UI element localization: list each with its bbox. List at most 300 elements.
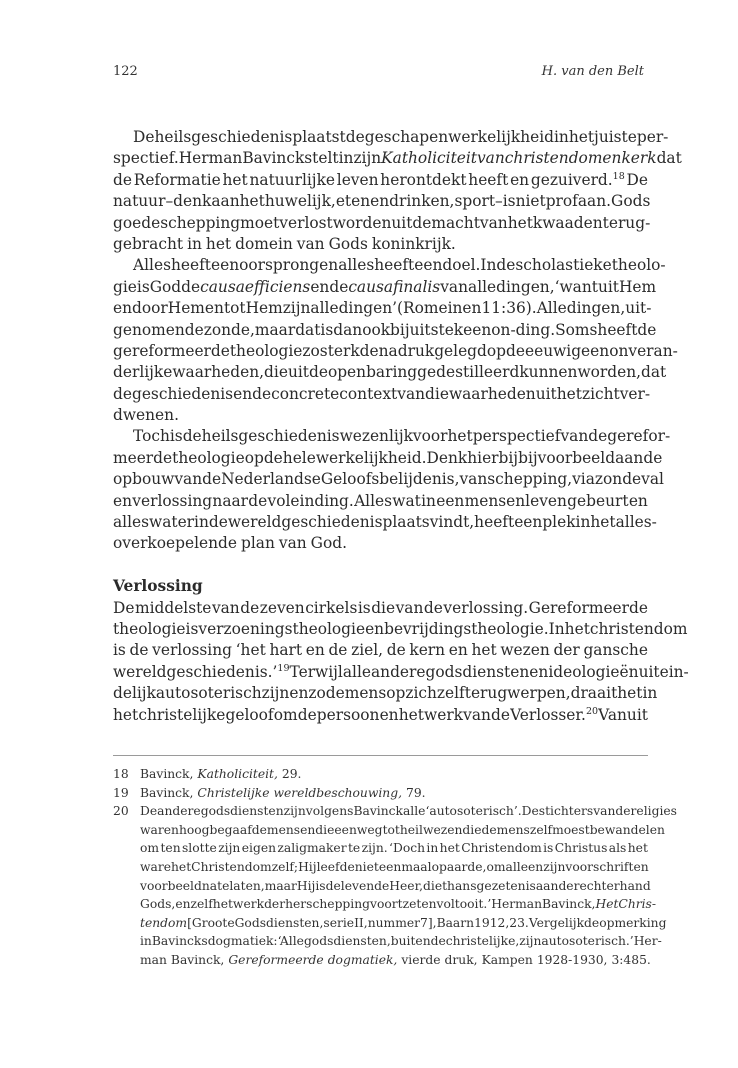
- word: schepping,: [487, 470, 573, 489]
- word: die: [371, 598, 396, 617]
- footnote-number: [113, 821, 140, 840]
- word: aan: [211, 192, 240, 211]
- word: wat: [392, 491, 421, 510]
- word: Hij: [296, 878, 316, 893]
- word: de: [113, 170, 132, 189]
- footnote-line: [113, 877, 651, 896]
- footnote-number: [113, 839, 140, 858]
- word: van: [560, 427, 589, 446]
- word: de: [182, 427, 202, 446]
- word: het: [171, 859, 192, 874]
- word: natuur: [113, 192, 166, 211]
- word: alleen: [505, 859, 544, 874]
- text-line: [113, 384, 651, 405]
- word: de: [240, 598, 260, 617]
- word: na: [201, 878, 218, 893]
- word: de: [263, 448, 283, 467]
- word: zelf: [190, 897, 213, 912]
- word: ideologieën: [548, 662, 639, 681]
- word: die: [462, 822, 482, 837]
- word: een: [463, 320, 492, 339]
- word: perspectief: [472, 427, 561, 446]
- word: De: [133, 128, 155, 146]
- word: de: [308, 363, 328, 382]
- word: Heer,: [389, 878, 424, 893]
- word: te: [217, 878, 230, 893]
- word: gezeten: [476, 878, 526, 893]
- word: oorsprong: [239, 256, 320, 275]
- word: op: [486, 341, 507, 360]
- footnote-19: [113, 784, 648, 803]
- word: zaligmaker: [277, 841, 347, 856]
- word: juiste: [594, 128, 637, 146]
- word: in: [140, 934, 152, 949]
- word: Vergelijk: [528, 915, 585, 930]
- word: meerde: [113, 448, 173, 467]
- word: goede: [113, 213, 161, 232]
- word: Verlosser.$^{20}$: [510, 705, 599, 724]
- word: slotte: [182, 841, 217, 856]
- word: Her-: [633, 934, 662, 949]
- word: Verlossing: [113, 577, 203, 596]
- text-line: [113, 491, 648, 512]
- word: theologie: [229, 341, 303, 360]
- word: opbouw: [113, 470, 175, 489]
- word: op: [244, 448, 264, 467]
- word: alle: [342, 662, 371, 681]
- word: verzoeningstheologie: [198, 619, 366, 638]
- word: Bavinck,: [140, 767, 194, 781]
- text-line: [113, 170, 648, 191]
- word: is: [185, 619, 199, 638]
- word: herschepping: [285, 897, 371, 912]
- word: (Romeinen: [397, 299, 482, 318]
- word: laten,: [229, 878, 265, 893]
- text-line: [113, 640, 648, 661]
- word: van: [459, 470, 488, 489]
- word: niet: [515, 192, 546, 211]
- word: er: [177, 513, 195, 532]
- word: is: [320, 320, 334, 339]
- word: voorbeeld: [140, 878, 202, 893]
- word: het: [471, 641, 497, 660]
- word: cirkels: [305, 598, 358, 617]
- word: de: [113, 384, 132, 403]
- word: christelijke,: [445, 934, 520, 949]
- word: de: [202, 470, 222, 489]
- word: opmerking: [599, 915, 667, 930]
- word: zichzelf: [405, 684, 465, 703]
- word: in: [187, 234, 202, 253]
- word: onveran-: [609, 341, 678, 360]
- word: christendom: [504, 149, 603, 168]
- word: het: [239, 192, 265, 211]
- word: macht: [431, 213, 480, 232]
- word: dat: [641, 363, 667, 382]
- word: de: [615, 804, 631, 819]
- word: voortzet: [370, 897, 422, 912]
- word: en: [233, 384, 253, 403]
- word: van: [174, 470, 203, 489]
- word: In: [548, 619, 565, 638]
- word: genomen: [113, 320, 185, 339]
- word: christendom: [589, 619, 688, 638]
- text-line: [113, 148, 682, 169]
- word: God.: [310, 534, 347, 553]
- word: ook: [362, 320, 391, 339]
- word: en: [633, 859, 649, 874]
- word: de: [184, 320, 204, 339]
- word: wezen: [422, 822, 463, 837]
- word: Katholiciteit: [381, 149, 477, 168]
- word: tot: [382, 822, 400, 837]
- word: schepping: [160, 213, 241, 232]
- word: van: [278, 534, 307, 553]
- text-line: [113, 213, 651, 234]
- word: wereldgeschiedenis: [227, 513, 383, 532]
- word: van: [397, 384, 426, 403]
- word: godsdiensten: [425, 662, 530, 681]
- word: in: [338, 149, 354, 168]
- section-heading: [113, 576, 648, 597]
- word: 23.: [509, 915, 529, 930]
- word: wezenlijk: [339, 427, 413, 446]
- word: is: [357, 598, 371, 617]
- footnotes: [113, 765, 677, 970]
- word: naar: [212, 491, 249, 510]
- word: andere: [370, 662, 426, 681]
- word: moet: [240, 213, 280, 232]
- word: drinken,: [389, 192, 455, 211]
- word: religies: [630, 804, 677, 819]
- word: Gereformeerde: [228, 952, 324, 967]
- word: uit: [391, 213, 413, 232]
- word: het: [205, 234, 232, 253]
- word: de: [325, 878, 341, 893]
- word: en: [319, 256, 339, 275]
- word: de: [181, 277, 201, 296]
- word: dingen’: [338, 299, 398, 318]
- word: 3:485.: [611, 952, 651, 967]
- footnote-text: [140, 839, 648, 858]
- word: door: [132, 299, 168, 318]
- footnote-number: [113, 877, 140, 896]
- word: Alles: [133, 256, 171, 275]
- word: alle: [310, 299, 339, 318]
- word: uit: [535, 384, 557, 403]
- word: aan: [535, 878, 559, 893]
- word: werkelijkheid.: [315, 448, 427, 467]
- word: Alles: [354, 491, 393, 510]
- word: het: [507, 213, 533, 232]
- word: werk: [424, 705, 464, 724]
- word: en: [305, 641, 325, 660]
- word: Bavinck,: [170, 952, 225, 967]
- text-line: [113, 598, 648, 619]
- word: alles-: [615, 513, 657, 532]
- word: hart: [269, 641, 303, 660]
- word: bijvoorbeeld: [518, 448, 616, 467]
- word: uitein-: [638, 662, 689, 681]
- word: theologie: [172, 448, 245, 467]
- word: mensen: [266, 822, 316, 837]
- text-line: [113, 362, 667, 383]
- footnote-line: [113, 932, 662, 951]
- word: de: [584, 915, 600, 930]
- word: Denk: [426, 448, 468, 467]
- word: een: [210, 256, 240, 275]
- footnote-line: [113, 951, 651, 970]
- word: kunnen: [519, 363, 578, 382]
- word: ver-: [619, 384, 651, 403]
- word: dat: [295, 320, 321, 339]
- word: koninkrijk.: [371, 234, 456, 253]
- word: De: [521, 804, 539, 819]
- word: context: [339, 384, 398, 403]
- word: on-ding.: [491, 320, 556, 339]
- word: mensenleven: [464, 491, 567, 510]
- word: II,: [354, 915, 368, 930]
- word: en: [289, 684, 309, 703]
- word: de: [325, 684, 345, 703]
- word: hele: [282, 448, 316, 467]
- word: de: [345, 128, 365, 146]
- word: uit: [597, 277, 619, 296]
- word: in: [426, 841, 439, 856]
- word: het: [398, 705, 424, 724]
- word: te: [347, 841, 361, 856]
- text-line: [113, 320, 657, 341]
- word: zijn.: [361, 841, 388, 856]
- word: zo: [302, 341, 320, 360]
- word: Alle: [536, 299, 567, 318]
- word: –: [165, 192, 174, 211]
- word: leven: [336, 170, 379, 189]
- word: scholastieke: [515, 256, 612, 275]
- word: de: [643, 448, 663, 467]
- footnote-number: [113, 914, 140, 933]
- word: 11:36).: [481, 299, 537, 318]
- word: finalis: [393, 277, 441, 296]
- word: in: [421, 491, 436, 510]
- word: autosoterisch: [155, 684, 262, 703]
- text-line: [113, 277, 657, 298]
- word: doel.: [442, 256, 481, 275]
- footnote-text: [140, 821, 665, 840]
- word: de: [496, 256, 516, 275]
- word: De: [140, 804, 158, 819]
- word: zelf: [529, 822, 553, 837]
- text-line: [113, 405, 648, 426]
- word: Godsdiensten,: [234, 915, 324, 930]
- word: gereformeerde: [113, 341, 230, 360]
- word: en: [448, 641, 468, 660]
- footnote-text: [140, 914, 666, 933]
- word: tendom: [140, 915, 188, 930]
- footnote-number: [113, 895, 140, 914]
- word: 1928-1930,: [536, 952, 608, 967]
- word: levende: [340, 878, 390, 893]
- word: druk,: [444, 952, 478, 967]
- footnote-number: [113, 932, 140, 951]
- word: der: [553, 641, 580, 660]
- word: kern: [409, 641, 446, 660]
- word: de: [506, 341, 525, 360]
- word: de: [359, 341, 379, 360]
- word: uit-: [625, 299, 652, 318]
- text-line: [113, 683, 658, 704]
- word: der: [264, 897, 286, 912]
- word: Katholiciteit,: [197, 767, 278, 781]
- word: dingen,: [566, 299, 626, 318]
- word: heeft: [474, 513, 515, 532]
- word: eigen: [241, 841, 277, 856]
- text-line: [113, 341, 678, 362]
- word: van: [395, 598, 424, 617]
- word: Christendom: [461, 841, 542, 856]
- word: van: [211, 598, 240, 617]
- word: plaatsvindt,: [382, 513, 475, 532]
- word: en: [379, 705, 399, 724]
- word: derlijke: [113, 363, 173, 382]
- word: zijn: [218, 841, 241, 856]
- footnote-ref[interactable]: 20: [585, 705, 599, 717]
- word: serie: [323, 915, 355, 930]
- word: als: [608, 841, 627, 856]
- word: en: [510, 170, 530, 189]
- word: is: [169, 427, 183, 446]
- word: theolo-: [611, 256, 666, 275]
- blank-line: [113, 555, 648, 576]
- word: ten: [160, 841, 181, 856]
- word: nummer: [367, 915, 421, 930]
- running-head: H. van den Belt: [541, 64, 644, 79]
- word: de: [297, 705, 317, 724]
- word: en: [113, 491, 133, 510]
- word: van: [476, 149, 505, 168]
- text-line: [113, 255, 666, 276]
- word: die: [315, 822, 335, 837]
- word: van: [440, 277, 469, 296]
- footnote-number: [113, 951, 140, 970]
- word: –: [495, 192, 503, 211]
- word: ‘autosoterisch’.: [425, 804, 522, 819]
- word: gedestilleerd: [417, 363, 520, 382]
- word: ‘Doch: [389, 841, 426, 856]
- word: het: [222, 170, 248, 189]
- word: het: [113, 705, 139, 724]
- word: persoon: [316, 705, 380, 724]
- text-line: [113, 533, 648, 554]
- word: om: [140, 841, 160, 856]
- footnote-ref[interactable]: 18: [612, 170, 625, 182]
- text-line: [113, 512, 657, 533]
- footnote-number: 20: [113, 804, 129, 819]
- word: 29.: [281, 767, 302, 781]
- footnote-text: [140, 784, 648, 803]
- word: dogmatiek,: [327, 952, 398, 967]
- footnote-rule: [113, 755, 648, 756]
- word: van: [479, 213, 508, 232]
- word: God: [149, 277, 182, 296]
- word: vierde: [401, 952, 441, 967]
- word: zicht: [581, 384, 620, 403]
- text-line: [113, 191, 651, 212]
- word: waren: [140, 822, 179, 837]
- word: verlost: [279, 213, 333, 232]
- footnote-line: [113, 821, 665, 840]
- word: een: [436, 491, 465, 510]
- word: in: [642, 684, 658, 703]
- word: Hem: [245, 299, 283, 318]
- word: domein: [235, 234, 293, 253]
- word: en: [590, 341, 610, 360]
- word: 79.: [406, 785, 426, 800]
- word: ‘het: [235, 641, 266, 660]
- word: Herman: [491, 897, 543, 912]
- page-number: 122: [113, 64, 138, 79]
- word: is: [136, 277, 150, 296]
- word: is: [525, 878, 536, 893]
- word: hierbij: [467, 448, 519, 467]
- word: andere: [157, 804, 201, 819]
- footnote-ref[interactable]: 19: [277, 662, 290, 674]
- word: het: [564, 619, 590, 638]
- word: voorschrift: [565, 859, 634, 874]
- word: eenmaal: [378, 859, 432, 874]
- word: het: [212, 897, 233, 912]
- word: Geloofsbelijdenis,: [320, 470, 460, 489]
- text-line: [113, 298, 652, 319]
- word: Nederlandse: [221, 470, 321, 489]
- word: Christelijke: [197, 785, 270, 800]
- word: De: [113, 598, 135, 617]
- word: en: [370, 192, 390, 211]
- word: de: [423, 598, 443, 617]
- word: Gods: [328, 234, 368, 253]
- word: zonde,: [203, 320, 255, 339]
- word: zo: [308, 684, 326, 703]
- word: sport: [454, 192, 496, 211]
- word: in: [194, 513, 209, 532]
- footnote-text: [140, 765, 648, 784]
- word: via: [572, 470, 595, 489]
- word: om: [273, 705, 298, 724]
- word: Bavinck: [353, 804, 403, 819]
- word: gansche: [583, 641, 648, 660]
- word: maar: [264, 878, 297, 893]
- word: heeft: [468, 170, 509, 189]
- word: wezen: [500, 641, 550, 660]
- word: godsdiensten,: [303, 934, 391, 949]
- word: heeft: [597, 320, 638, 339]
- word: godsdiensten: [200, 804, 284, 819]
- word: de: [481, 822, 497, 837]
- word: eeuwige: [524, 341, 591, 360]
- word: herontdekt: [380, 170, 467, 189]
- word: Hij: [298, 859, 317, 874]
- word: rechterhand: [573, 878, 651, 893]
- word: zondeval: [594, 470, 664, 489]
- word: een: [334, 822, 357, 837]
- word: overkoepelende: [113, 534, 237, 553]
- word: stichters: [538, 804, 594, 819]
- word: gezuiverd.$^{18}$: [530, 170, 625, 189]
- word: heilsgeschiedenis: [154, 128, 293, 146]
- word: Het: [595, 897, 619, 912]
- word: dogmatiek:: [207, 934, 278, 949]
- word: gebracht: [113, 234, 184, 253]
